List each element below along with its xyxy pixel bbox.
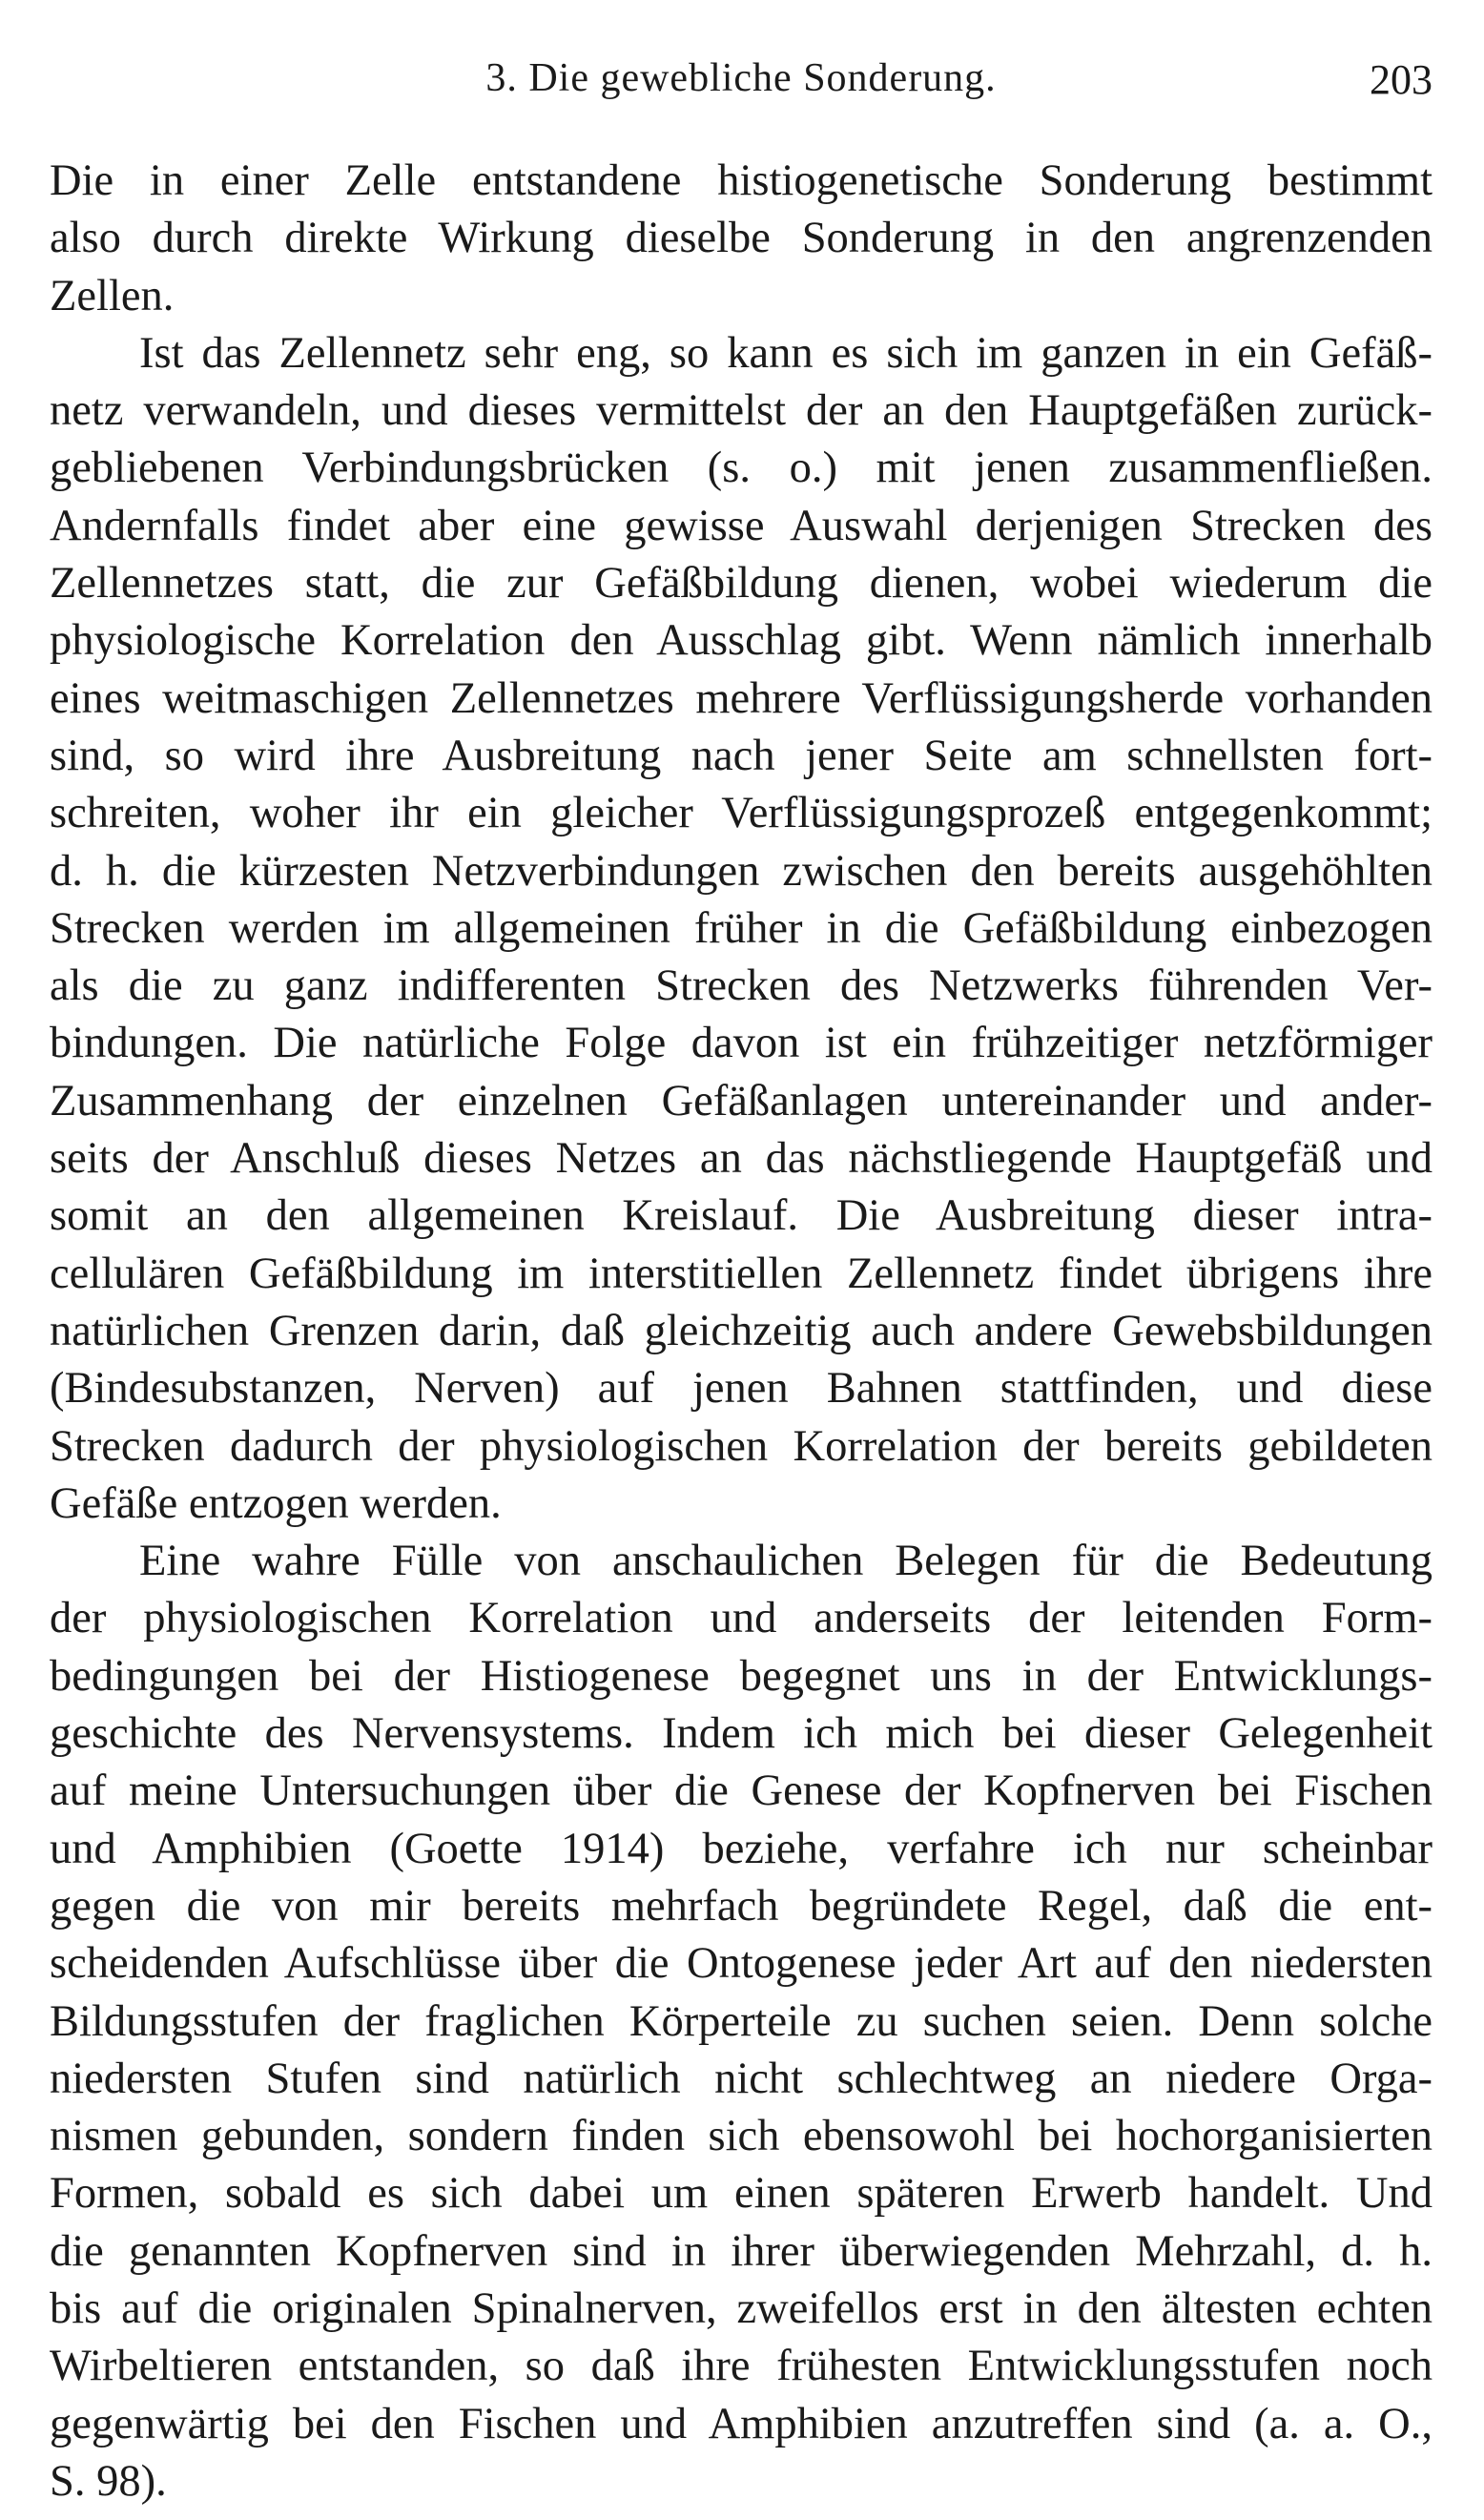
body-text bbox=[50, 153, 1432, 2510]
text-line: geschichte des Nervensystems. Indem ich mich bei dieser Gelegenheit bbox=[50, 1709, 1432, 1759]
text-line: gegenwärtig bei den Fischen und Amphibien anzutreffen sind (a. a. O., bbox=[50, 2399, 1432, 2448]
text-line: Zellennetzes statt, die zur Gefäßbildung dienen, wobei wiederum die bbox=[50, 559, 1432, 609]
text-line: seits der Anschluß dieses Netzes an das nächstliegende Hauptgefäß und bbox=[50, 1134, 1432, 1184]
text-line: der physiologischen Korrelation und anderseits der leitenden Form- bbox=[50, 1594, 1432, 1643]
text-line: Zusammenhang der einzelnen Gefäßanlagen untereinander und ander- bbox=[50, 1076, 1432, 1126]
text-line: Wirbeltieren entstanden, so daß ihre frühesten Entwicklungsstufen noch bbox=[50, 2342, 1432, 2391]
text-line: physiologische Korrelation den Ausschlag gibt. Wenn nämlich innerhalb bbox=[50, 616, 1432, 666]
text-line: Formen, sobald es sich dabei um einen späteren Erwerb handelt. Und bbox=[50, 2169, 1432, 2219]
text-line: S. 98). bbox=[50, 2456, 167, 2506]
page-header bbox=[50, 55, 1432, 113]
text-line: bis auf die originalen Spinalnerven, zweifellos erst in den ältesten echten bbox=[50, 2283, 1432, 2333]
text-line: bindungen. Die natürliche Folge davon ist ein frühzeitiger netzförmiger bbox=[50, 1019, 1432, 1068]
text-line: scheidenden Aufschlüsse über die Ontogenese jeder Art auf den niedersten bbox=[50, 1939, 1432, 1989]
text-line: also durch direkte Wirkung dieselbe Sonderung in den angrenzenden bbox=[50, 214, 1432, 263]
text-line: niedersten Stufen sind natürlich nicht schlechtweg an niedere Orga- bbox=[50, 2054, 1432, 2103]
text-line: (Bindesubstanzen, Nerven) auf jenen Bahnen stattfinden, und diese bbox=[50, 1364, 1432, 1414]
text-line: cellulären Gefäßbildung im interstitiellen Zellennetz findet übrigens ihre bbox=[50, 1249, 1432, 1298]
text-line: die genannten Kopfnerven sind in ihrer überwiegenden Mehrzahl, d. h. bbox=[50, 2226, 1432, 2276]
text-line: Bildungsstufen der fraglichen Körperteile zu suchen seien. Denn solche bbox=[50, 1996, 1432, 2046]
text-line: bedingungen bei der Histiogenese begegnet uns in der Entwicklungs- bbox=[50, 1651, 1432, 1701]
text-line: Andernfalls findet aber eine gewisse Auswahl derjenigen Strecken des bbox=[50, 501, 1432, 550]
text-line: Die in einer Zelle entstandene histiogenetische Sonderung bestimmt bbox=[50, 156, 1432, 205]
text-line: schreiten, woher ihr ein gleicher Verflüssigungsprozeß entgegenkommt; bbox=[50, 789, 1432, 838]
text-line: Strecken werden im allgemeinen früher in die Gefäßbildung einbezogen bbox=[50, 903, 1432, 953]
text-line: und Amphibien (Goette 1914) beziehe, verfahre ich nur scheinbar bbox=[50, 1824, 1432, 1873]
text-line: d. h. die kürzesten Netzverbindungen zwischen den bereits ausgehöhlten bbox=[50, 846, 1432, 896]
text-line: Eine wahre Fülle von anschaulichen Belegen für die Bedeutung bbox=[139, 1537, 1432, 1586]
text-line: Gefäße entzogen werden. bbox=[50, 1478, 502, 1528]
text-line: Strecken dadurch der physiologischen Korrelation der bereits gebildeten bbox=[50, 1421, 1432, 1471]
page-number: 203 bbox=[1370, 56, 1432, 103]
text-line: somit an den allgemeinen Kreislauf. Die Ausbreitung dieser intra- bbox=[50, 1191, 1432, 1241]
text-line: auf meine Untersuchungen über die Genese der Kopfnerven bei Fischen bbox=[50, 1766, 1432, 1816]
text-line: eines weitmaschigen Zellennetzes mehrere Verflüssigungsherde vorhanden bbox=[50, 673, 1432, 723]
text-line: Zellen. bbox=[50, 271, 175, 320]
text-line: gebliebenen Verbindungsbrücken (s. o.) mit jenen zusammenfließen. bbox=[50, 444, 1432, 493]
running-head: 3. Die gewebliche Sonderung. bbox=[485, 56, 997, 100]
text-line: gegen die von mir bereits mehrfach begründete Regel, daß die ent- bbox=[50, 1881, 1432, 1931]
text-line: nismen gebunden, sondern finden sich ebensowohl bei hochorganisierten bbox=[50, 2112, 1432, 2161]
text-line: natürlichen Grenzen darin, daß gleichzeitig auch andere Gewebsbildungen bbox=[50, 1306, 1432, 1355]
text-line: sind, so wird ihre Ausbreitung nach jener Seite am schnellsten fort- bbox=[50, 731, 1432, 780]
text-line: Ist das Zellennetz sehr eng, so kann es sich im ganzen in ein Gefäß- bbox=[139, 328, 1432, 378]
text-line: als die zu ganz indifferenten Strecken des Netzwerks führenden Ver- bbox=[50, 961, 1432, 1011]
text-line: netz verwandeln, und dieses vermittelst der an den Hauptgefäßen zurück- bbox=[50, 386, 1432, 436]
